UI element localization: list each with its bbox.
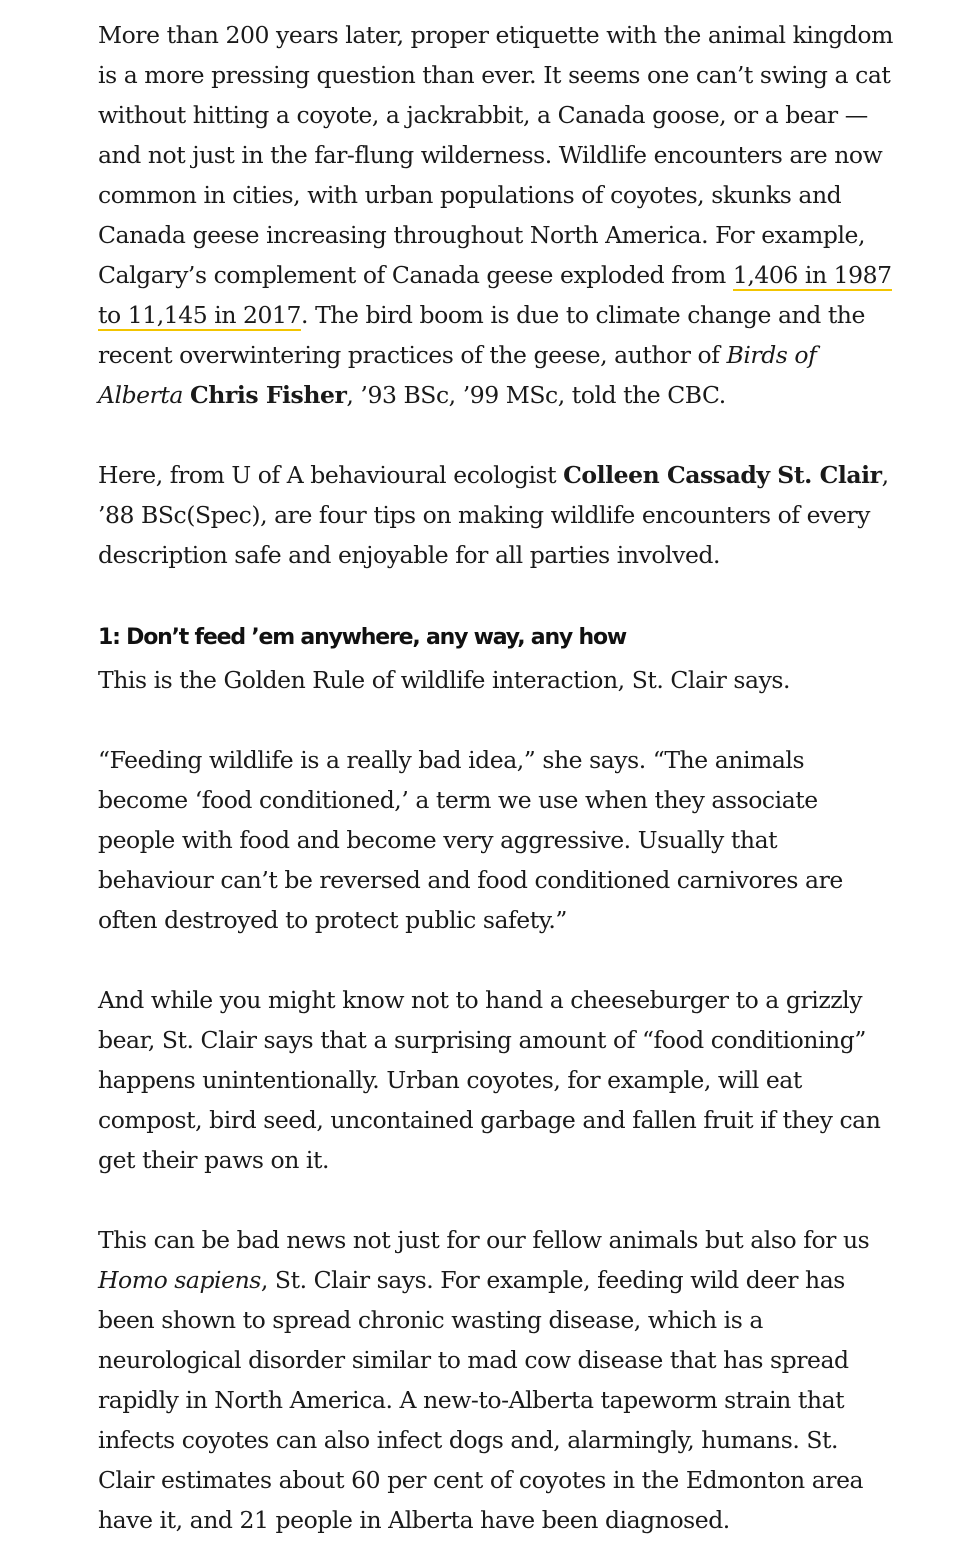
tip-heading-1: 1: Don’t feed ’em anywhere, any way, any how	[98, 625, 627, 650]
paragraph-food-conditioning: And while you might know not to hand a cheeseburger to a grizzly bear, St. Clair says that a surprising amount of “food conditioning” happens unintentionally. Urban coyotes, for example, will eat compost, bird seed, uncontained garbage and fallen fruit if they can get their paws on it.	[98, 986, 881, 1174]
paragraph-intro-tips	[98, 455, 898, 575]
geese-population-link[interactable]: 1,406 in 1987 to 11,145 in 2017	[98, 261, 892, 329]
paragraph-disease	[98, 1220, 898, 1540]
paragraph-golden-rule: This is the Golden Rule of wildlife interaction, St. Clair says.	[98, 666, 791, 694]
paragraph-text: . The bird boom is due to climate change and the recent overwintering practices of the geese, author of	[98, 301, 865, 369]
paragraph-text: , St. Clair says. For example, feeding wild deer has been shown to spread chronic wasting disease, which is a neurological disorder similar to mad cow disease that has spread rapidly in North America. A new-to-Alberta tapeworm strain that infects coyotes can also infect dogs and, alarmingly, humans. St. Clair estimates about 60 per cent of coyotes in the Edmonton area have it, and 21 people in Alberta have been diagnosed.	[98, 1266, 864, 1534]
book-title: Birds of Alberta	[98, 341, 817, 409]
article-body	[98, 15, 898, 1540]
species-name: Homo sapiens	[98, 1266, 261, 1294]
paragraph-text: , ’88 BSc(Spec), are four tips on making wildlife encounters of every description safe and enjoyable for all parties involved.	[98, 461, 889, 569]
paragraph-quote-feeding: “Feeding wildlife is a really bad idea,” she says. “The animals become ‘food conditioned,’ a term we use when they associate people with food and become very aggressive. Usually that behaviour can’t be reversed and food conditioned carnivores are often destroyed to protect public safety.”	[98, 746, 843, 934]
paragraph-text: Here, from U of A behavioural ecologist	[98, 461, 564, 489]
person-name-chris-fisher: Chris Fisher	[190, 381, 347, 409]
person-name-colleen-st-clair: Colleen Cassady St. Clair	[563, 461, 882, 489]
paragraph-text: More than 200 years later, proper etiquette with the animal kingdom is a more pressing question than ever. It seems one can’t swing a cat without hitting a coyote, a jackrabbit, a Canada goose, or a bear — and not just in the far-flung wilderness. Wildlife encounters are now common in cities, with urban populations of coyotes, skunks and Canada geese increasing throughout North America. For example, Calgary’s complement of Canada geese exploded from	[98, 21, 893, 289]
paragraph-text: This can be bad news not just for our fellow animals but also for us	[98, 1226, 870, 1254]
paragraph-canada-geese	[98, 15, 898, 415]
paragraph-text: , ’93 BSc, ’99 MSc, told the CBC.	[346, 381, 726, 409]
